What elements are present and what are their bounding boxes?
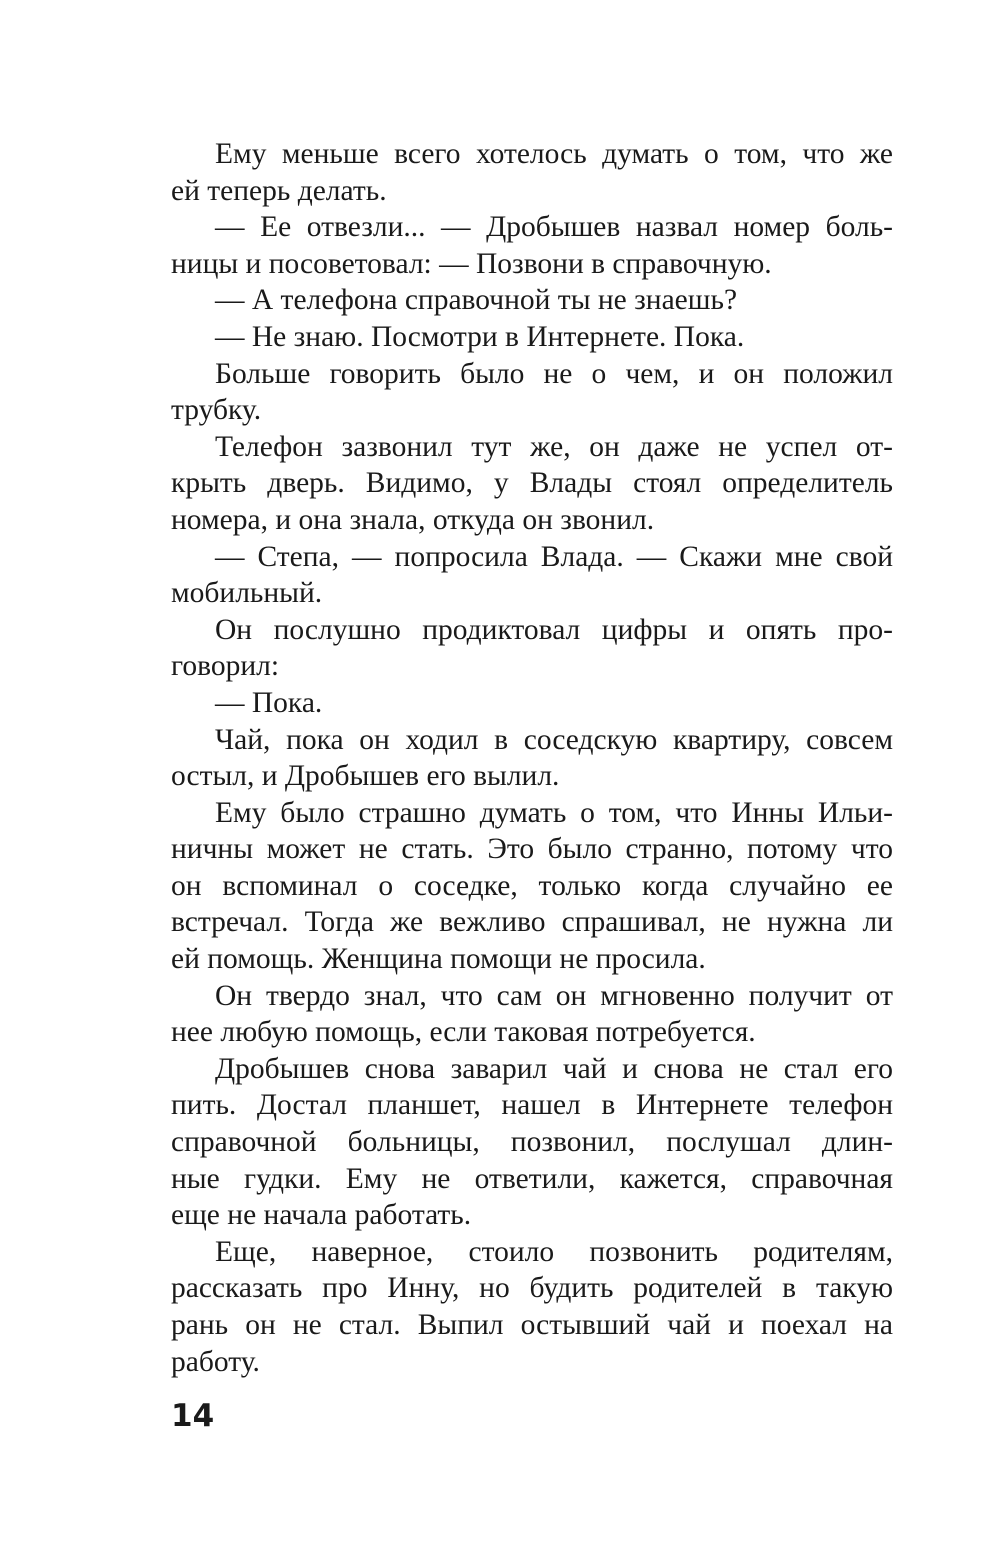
text-line: он вспоминал о соседке, только когда случайно ее	[171, 869, 893, 902]
text-line: ей теперь делать.	[171, 174, 387, 207]
text-line: Дробышев снова заварил чай и снова не стал его	[215, 1052, 893, 1085]
text-line: встречал. Тогда же вежливо спрашивал, не нужна ли	[171, 906, 893, 939]
text-line: ные гудки. Ему не ответили, кажется, справочная	[171, 1162, 893, 1195]
text-line: — Ее отвезли... — Дробышев назвал номер боль-	[215, 211, 893, 244]
text-line: мобильный.	[171, 577, 323, 610]
text-line: Еще, наверное, стоило позвонить родителям,	[215, 1235, 893, 1268]
text-line: Телефон зазвонил тут же, он даже не успел от-	[215, 430, 893, 463]
text-line: Он послушно продиктовал цифры и опять про-	[215, 613, 893, 646]
text-line: Ему меньше всего хотелось думать о том, что же	[215, 138, 893, 170]
text-line: рань он не стал. Выпил остывший чай и поехал на	[171, 1309, 893, 1341]
text-line: нее любую помощь, если таковая потребуется.	[171, 1016, 756, 1049]
text-line: Чай, пока он ходил в соседскую квартиру, совсем	[215, 723, 893, 756]
text-line: номера, и она знала, откуда он звонил.	[171, 503, 655, 536]
text-line: ничны может не стать. Это было странно, потому что	[171, 833, 893, 866]
text-line: рассказать про Инну, но будить родителей в такую	[171, 1272, 893, 1305]
text-line: справочной больницы, позвонил, послушал длин-	[171, 1126, 893, 1159]
text-line: работу.	[171, 1345, 260, 1378]
text-line: пить. Достал планшет, нашел в Интернете телефон	[171, 1089, 893, 1122]
text-line: ницы и посоветовал: — Позвони в справочную.	[171, 247, 772, 280]
text-line: — Пока.	[215, 686, 323, 719]
text-line: Ему было страшно думать о том, что Инны Ильи-	[215, 796, 893, 829]
text-line: — Не знаю. Посмотри в Интернете. Пока.	[215, 320, 745, 353]
text-line: говорил:	[171, 650, 280, 683]
text-line: ей помощь. Женщина помощи не просила.	[171, 943, 706, 976]
text-line: — Степа, — попросила Влада. — Скажи мне свой	[215, 540, 893, 573]
text-line: еще не начала работать.	[171, 1199, 472, 1232]
text-line: — А телефона справочной ты не знаешь?	[215, 284, 738, 317]
text-line: Он твердо знал, что сам он мгновенно получит от	[215, 979, 893, 1012]
text-line: Больше говорить было не о чем, и он положил	[215, 357, 893, 390]
page-text	[171, 136, 893, 1380]
page-number: 14	[171, 1398, 215, 1434]
text-line: крыть дверь. Видимо, у Влады стоял определитель	[171, 467, 893, 500]
text-line: трубку.	[171, 394, 262, 427]
text-line: остыл, и Дробышев его вылил.	[171, 760, 560, 793]
